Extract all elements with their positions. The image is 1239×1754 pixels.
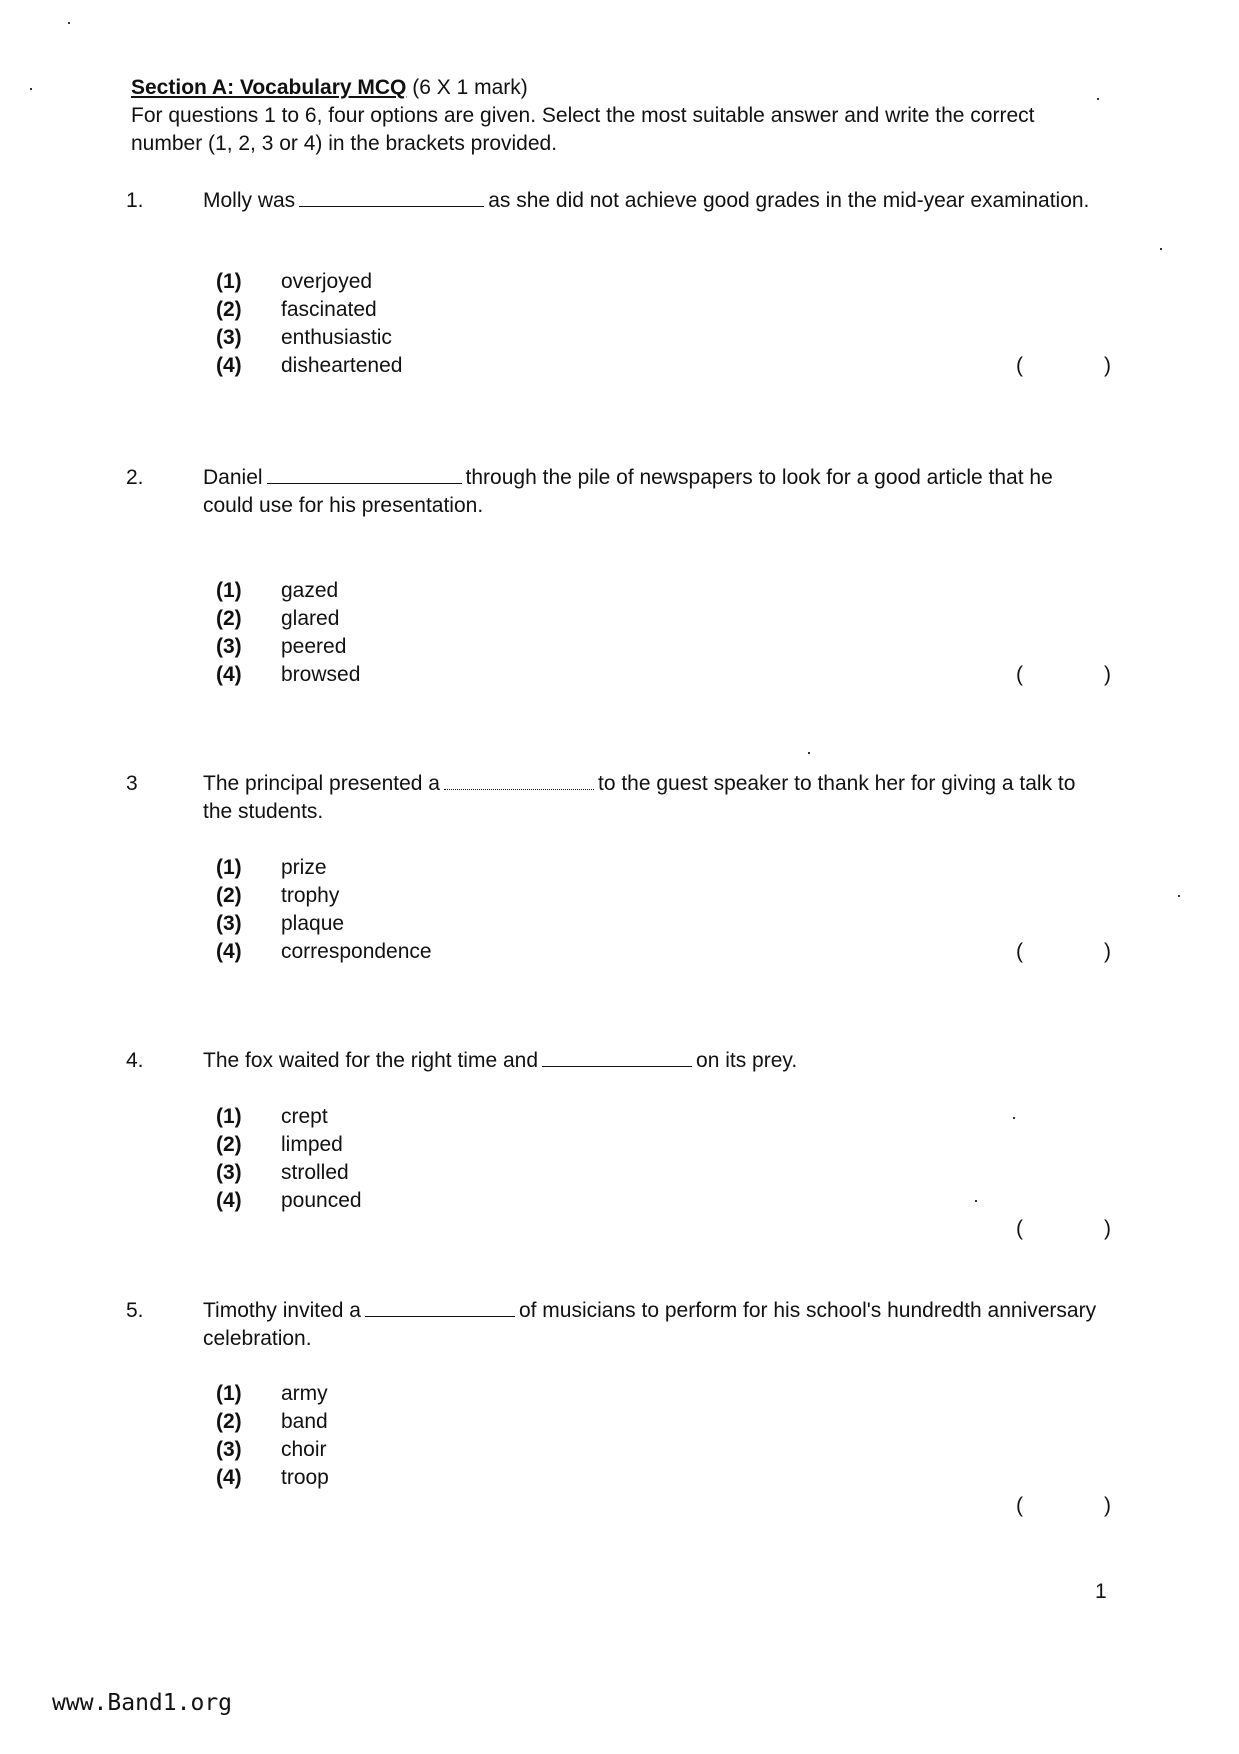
- scan-speck: [1178, 895, 1180, 897]
- option-number: (4): [216, 354, 242, 377]
- scan-speck: [68, 22, 70, 24]
- answer-blank: [444, 771, 594, 790]
- bracket-close: ): [1104, 1217, 1111, 1240]
- option-number: (1): [216, 1382, 242, 1405]
- section-title: Section A: Vocabulary MCQ: [131, 76, 407, 99]
- question-number: 2.: [126, 466, 144, 489]
- option-text: fascinated: [281, 298, 377, 321]
- question-text-after: through the pile of newspapers to look for a good article that he could use for his presentation.: [203, 466, 1053, 517]
- option-number: (4): [216, 1189, 242, 1212]
- question-text-after: as she did not achieve good grades in the mid-year examination.: [488, 189, 1090, 212]
- scan-speck: [808, 752, 810, 754]
- bracket-close: ): [1104, 940, 1111, 963]
- question-text-before: The principal presented a: [203, 772, 440, 795]
- question-number: 3: [126, 772, 138, 795]
- option-number: (3): [216, 326, 242, 349]
- section-header: [131, 74, 1111, 158]
- section-marks: (6 X 1 mark): [412, 76, 528, 99]
- option-number: (2): [216, 298, 242, 321]
- question-text: [203, 1047, 1103, 1075]
- option-text: army: [281, 1382, 328, 1405]
- question-number: 1.: [126, 189, 144, 212]
- scan-speck: [1160, 248, 1162, 250]
- option-text: troop: [281, 1466, 329, 1489]
- option-text: crept: [281, 1105, 328, 1128]
- question-text-after: to the guest speaker to thank her for giving a talk to the students.: [203, 772, 1076, 823]
- option-text: limped: [281, 1133, 343, 1156]
- question-text-before: Timothy invited a: [203, 1299, 361, 1322]
- option-number: (2): [216, 884, 242, 907]
- question-text-after: on its prey.: [696, 1049, 798, 1072]
- bracket-open: (: [1016, 663, 1023, 686]
- bracket-open: (: [1016, 1217, 1023, 1240]
- option-number: (1): [216, 1105, 242, 1128]
- option-number: (1): [216, 579, 242, 602]
- question-text-after: of musicians to perform for his school's hundredth anniversary celebration.: [203, 1299, 1097, 1350]
- option-number: (3): [216, 635, 242, 658]
- option-text: plaque: [281, 912, 345, 935]
- option-text: pounced: [281, 1189, 362, 1212]
- answer-blank: [542, 1048, 692, 1067]
- question-text: [203, 770, 1103, 826]
- option-text: disheartened: [281, 354, 403, 377]
- option-number: (1): [216, 856, 242, 879]
- question-number: 5.: [126, 1299, 144, 1322]
- option-text: trophy: [281, 884, 340, 907]
- page-number: 1: [1095, 1580, 1107, 1603]
- option-text: glared: [281, 607, 340, 630]
- option-text: overjoyed: [281, 270, 373, 293]
- question-text: [203, 464, 1103, 520]
- bracket-close: ): [1104, 663, 1111, 686]
- option-number: (2): [216, 1410, 242, 1433]
- bracket-close: ): [1104, 1494, 1111, 1517]
- option-text: correspondence: [281, 940, 432, 963]
- option-number: (4): [216, 940, 242, 963]
- option-text: peered: [281, 635, 347, 658]
- option-number: (1): [216, 270, 242, 293]
- question-text-before: Daniel: [203, 466, 263, 489]
- answer-blank: [267, 465, 462, 484]
- scan-speck: [30, 88, 32, 90]
- option-text: gazed: [281, 579, 339, 602]
- question-text: [203, 187, 1103, 215]
- option-number: (2): [216, 607, 242, 630]
- scan-speck: [975, 1200, 977, 1202]
- option-text: prize: [281, 856, 327, 879]
- bracket-open: (: [1016, 940, 1023, 963]
- option-text: browsed: [281, 663, 361, 686]
- option-number: (4): [216, 1466, 242, 1489]
- footer-url: www.Band1.org: [52, 1690, 233, 1716]
- scan-speck: [1013, 1117, 1015, 1119]
- bracket-close: ): [1104, 354, 1111, 377]
- option-number: (4): [216, 663, 242, 686]
- option-number: (3): [216, 1161, 242, 1184]
- option-text: enthusiastic: [281, 326, 392, 349]
- question-text-before: The fox waited for the right time and: [203, 1049, 539, 1072]
- question-number: 4.: [126, 1049, 144, 1072]
- answer-blank: [365, 1298, 515, 1317]
- section-instructions: For questions 1 to 6, four options are given. Select the most suitable answer and write the correct number (1, 2, 3 or 4) in the brackets provided.: [131, 104, 1035, 155]
- answer-blank: [299, 188, 484, 207]
- bracket-open: (: [1016, 354, 1023, 377]
- option-text: choir: [281, 1438, 327, 1461]
- option-number: (3): [216, 912, 242, 935]
- option-text: strolled: [281, 1161, 349, 1184]
- option-number: (3): [216, 1438, 242, 1461]
- question-text: [203, 1297, 1103, 1353]
- scan-speck: [1097, 98, 1099, 100]
- option-text: band: [281, 1410, 328, 1433]
- question-text-before: Molly was: [203, 189, 296, 212]
- bracket-open: (: [1016, 1494, 1023, 1517]
- option-number: (2): [216, 1133, 242, 1156]
